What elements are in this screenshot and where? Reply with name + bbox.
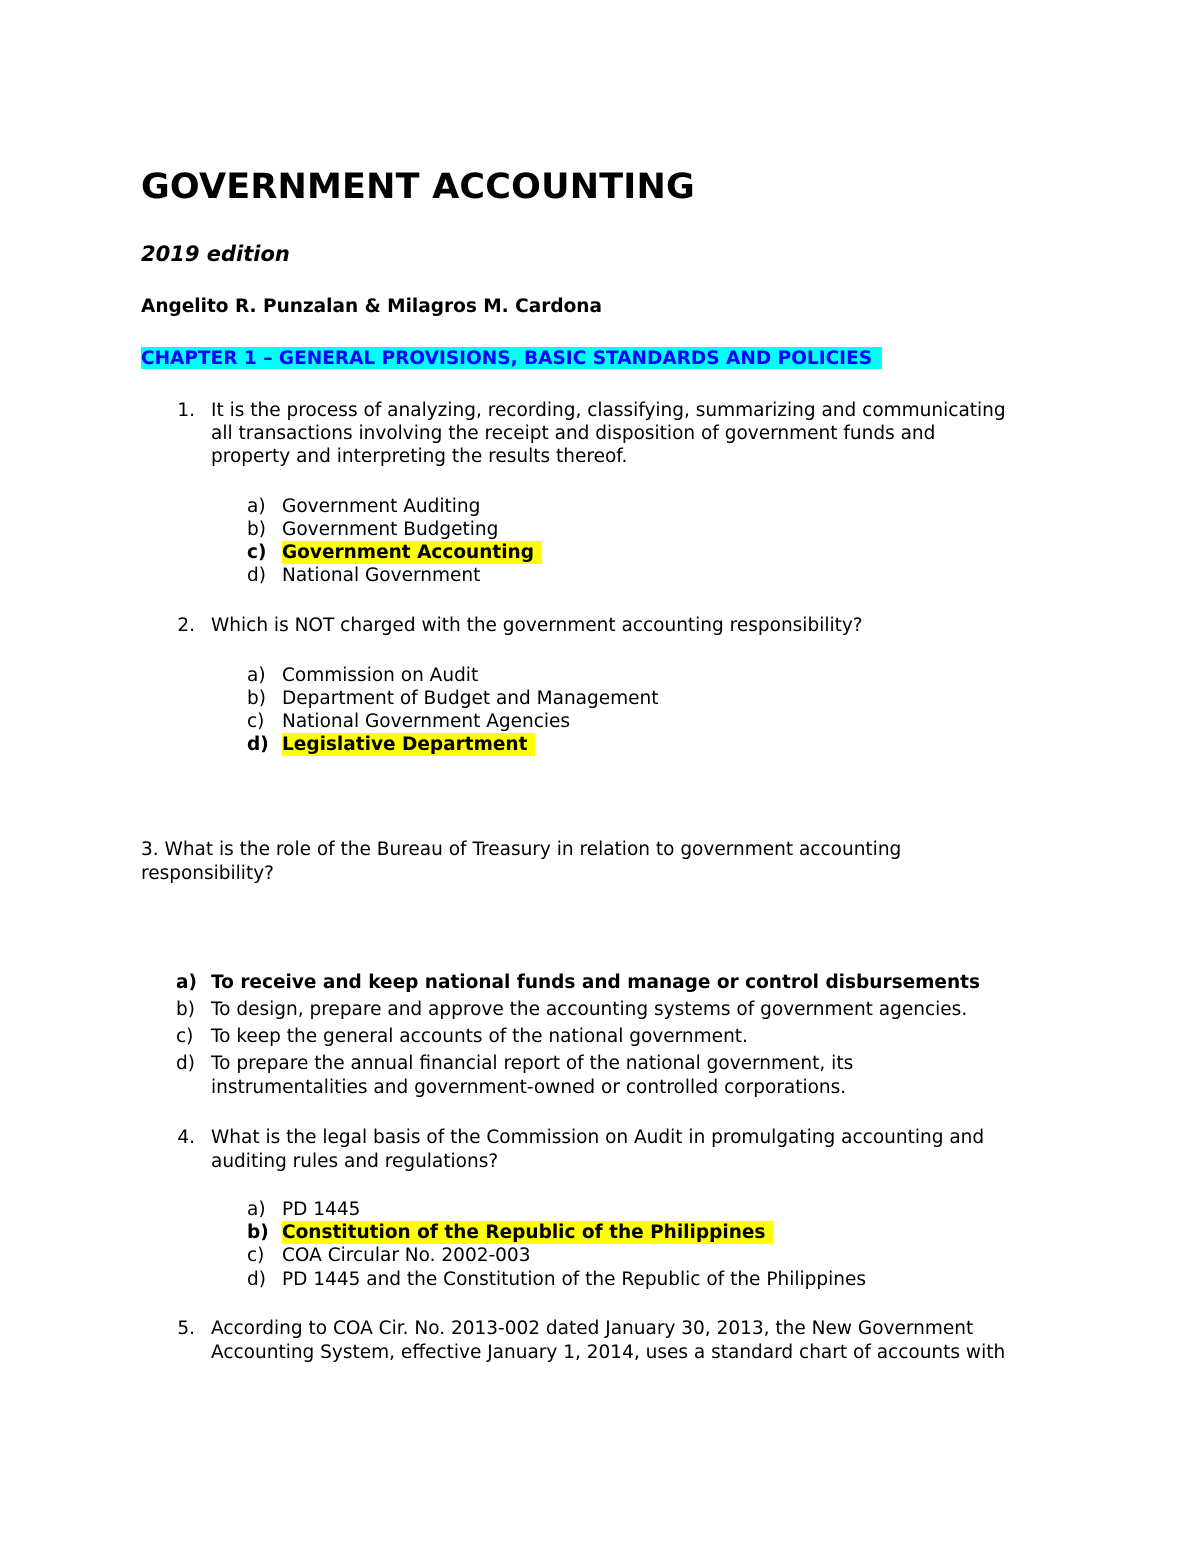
q1-option-d-letter: d) [247, 565, 266, 586]
q4-option-c: COA Circular No. 2002-003 [282, 1245, 531, 1266]
q1-answer-option-c: Government Accounting [282, 541, 542, 564]
q1-line-3: property and interpreting the results thereof. [211, 446, 628, 467]
q1-option-b: Government Budgeting [282, 519, 499, 540]
q3-option-d-line-2: instrumentalities and government-owned or controlled corporations. [211, 1077, 847, 1098]
q3-line-2: responsibility? [141, 863, 274, 884]
q4-answer-option-b: Constitution of the Republic of the Philippines [282, 1221, 773, 1244]
q4-option-a-letter: a) [247, 1199, 266, 1220]
q3-option-a-letter: a) [176, 972, 197, 993]
q1-line-2: all transactions involving the receipt and disposition of government funds and [211, 423, 936, 444]
q5-line-2: Accounting System, effective January 1, 2014, uses a standard chart of accounts with [211, 1342, 1006, 1363]
q2-number: 2. [177, 615, 195, 636]
q3-answer-option-a: To receive and keep national funds and manage or control disbursements [211, 972, 980, 993]
q3-option-d-letter: d) [176, 1053, 195, 1074]
q1-option-d: National Government [282, 565, 481, 586]
q2-answer-option-d: Legislative Department [282, 733, 535, 756]
q5-number: 5. [177, 1318, 195, 1339]
chapter-heading: CHAPTER 1 – GENERAL PROVISIONS, BASIC STANDARDS AND POLICIES [141, 347, 882, 369]
q2-option-c: National Government Agencies [282, 711, 571, 732]
q2-option-d-letter: d) [247, 734, 269, 755]
q4-option-b-letter: b) [247, 1222, 269, 1243]
authors-line: Angelito R. Punzalan & Milagros M. Cardona [141, 296, 602, 317]
document-title: GOVERNMENT ACCOUNTING [141, 167, 695, 207]
q3-line-1: 3. What is the role of the Bureau of Treasury in relation to government accounting [141, 839, 902, 860]
q3-option-b-letter: b) [176, 999, 195, 1020]
q2-option-c-letter: c) [247, 711, 265, 732]
q1-option-c-letter: c) [247, 542, 267, 563]
q3-option-c: To keep the general accounts of the national government. [211, 1026, 748, 1047]
q2-line-1: Which is NOT charged with the government accounting responsibility? [211, 615, 863, 636]
q2-option-b-letter: b) [247, 688, 266, 709]
q4-number: 4. [177, 1127, 195, 1148]
q4-line-1: What is the legal basis of the Commission on Audit in promulgating accounting and [211, 1127, 985, 1148]
q3-option-b: To design, prepare and approve the accounting systems of government agencies. [211, 999, 968, 1020]
q2-option-a: Commission on Audit [282, 665, 479, 686]
q3-option-d-line-1: To prepare the annual financial report of the national government, its [211, 1053, 854, 1074]
edition-label: 2019 edition [141, 242, 290, 266]
q4-option-c-letter: c) [247, 1245, 265, 1266]
q5-line-1: According to COA Cir. No. 2013-002 dated January 30, 2013, the New Government [211, 1318, 974, 1339]
q2-option-a-letter: a) [247, 665, 266, 686]
q1-number: 1. [177, 400, 195, 421]
q2-option-b: Department of Budget and Management [282, 688, 659, 709]
q1-option-a: Government Auditing [282, 496, 481, 517]
q4-line-2: auditing rules and regulations? [211, 1151, 499, 1172]
q3-option-c-letter: c) [176, 1026, 194, 1047]
q4-option-a: PD 1445 [282, 1199, 361, 1220]
q1-line-1: It is the process of analyzing, recording, classifying, summarizing and communicating [211, 400, 1006, 421]
q1-option-a-letter: a) [247, 496, 266, 517]
q4-option-d: PD 1445 and the Constitution of the Republic of the Philippines [282, 1269, 866, 1290]
q1-option-b-letter: b) [247, 519, 266, 540]
q4-option-d-letter: d) [247, 1269, 266, 1290]
